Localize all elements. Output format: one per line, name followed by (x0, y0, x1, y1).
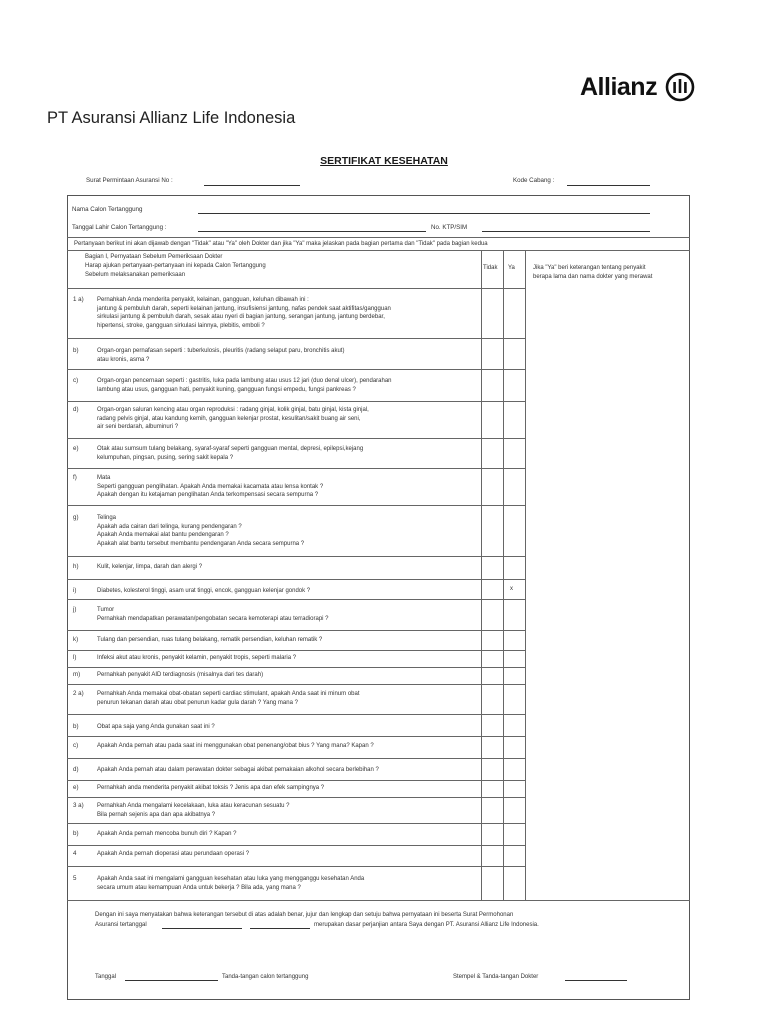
branch-label: Kode Cabang : (513, 177, 555, 184)
answer-yes-cell[interactable] (504, 720, 525, 735)
row-divider (67, 468, 525, 469)
answer-yes-cell[interactable] (504, 827, 525, 844)
row-divider (67, 714, 525, 715)
allianz-eagle-circle-icon (665, 72, 695, 102)
question-number: i) (73, 587, 77, 594)
id-label: No. KTP/SIM (431, 224, 468, 231)
question-text: Obat apa saja yang Anda gunakan saat ini ? (97, 724, 215, 730)
question-text: Apakah Anda pernah atau dalam perawatan dokter sebagai akibat pemakaian alkohol secara berlebihan ? (97, 767, 379, 773)
answer-no-cell[interactable] (482, 687, 503, 713)
question-number: b) (73, 723, 79, 730)
question-text: Diabetes, kolesterol tinggi, asam urat tinggi, encok, gangguan kelenjar gondok ? (97, 588, 311, 594)
question-text: Tulang dan persendian, ruas tulang belakang, rematik persendian, keluhan rematik ? (97, 637, 323, 643)
answer-no-cell[interactable] (482, 739, 503, 757)
question-text: Pernahkah Anda memakai obat-obatan seperti cardiac stimulant, apakah Anda saat ini minum obat (97, 691, 360, 697)
answer-yes-cell[interactable] (504, 344, 525, 368)
answer-yes-cell[interactable] (504, 560, 525, 578)
row-divider (67, 505, 525, 506)
question-text: secara umum atau kemampuan Anda untuk bekerja ? Bila ada, yang mana ? (97, 884, 301, 891)
date-input[interactable] (125, 980, 218, 981)
question-text: Bila pernah sejenis apa dan apa akibatnya ? (97, 811, 216, 818)
answer-yes-cell[interactable] (504, 374, 525, 400)
answer-yes-cell[interactable] (504, 739, 525, 757)
answer-yes-cell[interactable] (504, 872, 525, 899)
question-number: d) (73, 766, 79, 773)
answer-yes-cell[interactable] (504, 687, 525, 713)
answer-yes-cell[interactable] (504, 781, 525, 796)
row-divider (67, 338, 525, 339)
answer-no-cell[interactable] (482, 827, 503, 844)
col-header-note: berapa lama dan nama dokter yang merawat (533, 274, 653, 280)
name-input[interactable] (198, 213, 650, 214)
answer-no-cell[interactable] (482, 847, 503, 865)
row-divider (67, 556, 525, 557)
answer-no-cell[interactable] (482, 651, 503, 666)
date-label: Tanggal (95, 974, 117, 980)
section-subtitle: Harap ajukan pertanyaan-pertanyaan ini kepada Calon Tertanggung (85, 263, 266, 269)
question-text: lambung atau usus, gangguan hati, penyakit kuning, gangguan fungsi empedu, fungsi pankreas ? (97, 386, 356, 393)
application-date-input[interactable] (250, 928, 310, 929)
answer-no-cell[interactable] (482, 442, 503, 467)
question-text: Organ-organ pernafasan seperti : tuberkulosis, pleuritis (radang selaput paru, bronchitis akut) (97, 348, 345, 354)
answer-no-cell[interactable] (482, 584, 503, 598)
answer-no-cell[interactable] (482, 511, 503, 555)
row-divider (67, 438, 525, 439)
answer-yes-cell[interactable] (504, 471, 525, 504)
question-text: Apakah Anda pernah mencoba bunuh diri ? Kapan ? (97, 831, 237, 837)
row-divider (67, 736, 525, 737)
question-number: f) (73, 474, 77, 481)
question-text: Apakah Anda saat ini mengalami gangguan kesehatan atau luka yang mengganggu kesehatan Anda (97, 876, 365, 882)
row-divider (67, 650, 525, 651)
row-divider (67, 797, 525, 798)
question-number: c) (73, 742, 79, 749)
question-text: Telinga (97, 515, 117, 521)
application-date-input[interactable] (162, 928, 242, 929)
divider (67, 288, 525, 289)
divider (67, 900, 690, 901)
row-divider (67, 866, 525, 867)
question-text: Organ-organ pencernaan seperti : gastritis, luka pada lambung atau usus 12 jari (duo denal ulcer), pendarahan (97, 378, 392, 384)
answer-no-cell[interactable] (482, 720, 503, 735)
question-text: jantung & pembuluh darah, seperti kelainan jantung, insufisiensi jantung, nafas pendek saat aktifitas/gangguan (97, 305, 391, 312)
row-divider (67, 758, 525, 759)
question-text: Pernahkah anda menderita penyakit akibat toksis ? Jenis apa dan efek sampingnya ? (97, 785, 325, 791)
row-divider (67, 630, 525, 631)
dob-label: Tanggal Lahir Calon Tertanggung : (72, 224, 167, 231)
dob-input[interactable] (198, 231, 426, 232)
yes-mark: x (510, 586, 513, 592)
answer-no-cell[interactable] (482, 872, 503, 899)
question-text: hipertensi, stroke, gangguan sirkulasi lainnya, plebitis, emboli ? (97, 323, 265, 330)
question-text: Organ-organ saluran kencing atau organ reproduksi : radang ginjal, kolik ginjal, batu ginjal, kista ginjal, (97, 407, 369, 413)
answer-no-cell[interactable] (482, 403, 503, 437)
company-name: PT Asuransi Allianz Life Indonesia (47, 109, 296, 127)
question-text: Mata (97, 475, 111, 481)
answer-yes-cell[interactable] (504, 668, 525, 683)
answer-no-cell[interactable] (482, 763, 503, 779)
answer-no-cell[interactable] (482, 633, 503, 649)
declaration-line2b: merupakan dasar perjanjian antara Saya dengan PT. Asuransi Allianz Life Indonesia. (314, 922, 539, 928)
document-title: SERTIFIKAT KESEHATAN (320, 155, 448, 167)
doctor-signature-label: Stempel & Tanda-tangan Dokter (453, 974, 539, 980)
question-text: Apakah dengan itu ketajaman penglihatan Anda terkompensasi secara sempurna ? (97, 492, 319, 499)
question-number: b) (73, 347, 79, 354)
question-text: Apakah ada cairan dari telinga, kurang pendengaran ? (97, 523, 242, 530)
question-text: sirkulasi jantung & pembuluh darah, sesak atau nyeri di bagian jantung, serangan jantung, jantung berdebar, (97, 314, 385, 321)
question-text: radang pelvis ginjal, atau kandung kemih, gangguan kelenjar prostat, kesulitan/sakit buang air seni, (97, 415, 361, 422)
row-divider (67, 369, 525, 370)
question-number: 2 a) (73, 690, 84, 697)
question-text: Pernahkah mendapatkan perawatan/pengobatan secara kemoterapi atau terradiorapi ? (97, 615, 329, 622)
logo-text: Allianz (580, 72, 658, 101)
answer-no-cell[interactable] (482, 344, 503, 368)
divider (67, 250, 690, 251)
question-text: Seperti gangguan penglihatan. Apakah Anda memakai kacamata atau lensa kontak ? (97, 483, 324, 490)
answer-yes-cell[interactable] (504, 847, 525, 865)
answer-yes-cell[interactable] (504, 442, 525, 467)
branch-input[interactable] (567, 185, 650, 186)
question-number: 1 a) (73, 296, 84, 303)
divider (67, 237, 690, 238)
question-text: kelumpuhan, pingsan, pusing, sering sakit kepala ? (97, 454, 234, 461)
answer-no-cell[interactable] (482, 560, 503, 578)
question-text: Otak atau sumsum tulang belakang, syaraf-syaraf seperti gangguan mental, depresi, epilepsi,kejang (97, 446, 364, 452)
answer-no-cell[interactable] (482, 781, 503, 796)
question-text: air seni berdarah, albuminuri ? (97, 424, 179, 431)
answer-yes-cell[interactable] (504, 403, 525, 437)
row-divider (67, 667, 525, 668)
spaj-label: Surat Permintaan Asuransi No : (86, 177, 173, 184)
row-divider (67, 579, 525, 580)
question-text: Kulit, kelenjar, limpa, darah dan alergi ? (97, 564, 203, 570)
question-number: g) (73, 514, 79, 521)
question-number: m) (73, 671, 81, 678)
section-title: Bagian I, Pernyataan Sebelum Pemeriksaan Dokter (85, 254, 223, 260)
question-number: d) (73, 406, 79, 413)
question-text: Pernahkah penyakit AID terdiagnosis (misalnya dari tes darah) (97, 672, 264, 678)
section-subtitle: Sebelum melaksanakan pemeriksaan (85, 272, 186, 278)
col-header-yes: Ya (508, 265, 515, 271)
col-header-no: Tidak (483, 265, 498, 271)
question-number: k) (73, 636, 79, 643)
question-text: Apakah Anda memakai alat bantu pendengaran ? (97, 532, 229, 539)
question-text: Apakah alat bantu tersebut membantu pendengaran Anda secara sempurna ? (97, 541, 305, 548)
allianz-logo (580, 72, 695, 102)
answer-yes-cell[interactable] (504, 799, 525, 822)
question-text: Pernahkah Anda mengalami kecelakaan, luka atau keracunan sesuatu ? (97, 803, 290, 809)
answer-yes-cell[interactable] (504, 293, 525, 337)
question-number: 5 (73, 875, 77, 882)
row-divider (67, 684, 525, 685)
question-number: e) (73, 445, 79, 452)
answer-no-cell[interactable] (482, 603, 503, 629)
question-text: Pernahkah Anda menderita penyakit, kelainan, gangguan, keluhan dibawah ini : (97, 297, 309, 303)
declaration-line2a: Asuransi tertanggal (95, 922, 147, 928)
answer-no-cell[interactable] (482, 374, 503, 400)
question-number: 3 a) (73, 802, 84, 809)
question-number: e) (73, 784, 79, 791)
answer-no-cell[interactable] (482, 668, 503, 683)
spaj-input[interactable] (204, 185, 300, 186)
answer-yes-cell[interactable] (504, 633, 525, 649)
answer-yes-cell[interactable] (504, 603, 525, 629)
answer-yes-cell[interactable] (504, 651, 525, 666)
col-divider (525, 250, 526, 900)
question-text: penurun tekanan darah atau obat penurun kadar gula darah ? Yang mana ? (97, 699, 298, 706)
instruction-text: Pertanyaan berikut ini akan dijawab dengan "Tidak" atau "Ya" oleh Dokter dan jika "Ya" maka jelaskan pada bagian pertama dan "Tidak" pada bagian kedua (74, 241, 488, 247)
question-text: atau kronis, asma ? (97, 356, 150, 363)
question-text: Tumor (97, 607, 115, 613)
question-text: Infeksi akut atau kronis, penyakit kelamin, penyakit tropis, seperti malaria ? (97, 655, 297, 661)
question-number: j) (73, 606, 77, 613)
answer-no-cell[interactable] (482, 799, 503, 822)
answer-no-cell[interactable] (482, 471, 503, 504)
row-divider (67, 845, 525, 846)
question-number: l) (73, 654, 77, 661)
question-number: c) (73, 377, 79, 384)
col-header-note: Jika "Ya" beri keterangan tentang penyakit (533, 265, 646, 271)
id-input[interactable] (482, 231, 650, 232)
question-number: 4 (73, 850, 77, 857)
answer-no-cell[interactable] (482, 293, 503, 337)
name-label: Nama Calon Tertanggung (72, 206, 143, 213)
answer-yes-cell[interactable] (504, 584, 525, 598)
row-divider (67, 823, 525, 824)
question-text: Apakah Anda pernah dioperasi atau perundaan operasi ? (97, 851, 250, 857)
answer-yes-cell[interactable] (504, 511, 525, 555)
question-text: Apakah Anda pernah atau pada saat ini menggunakan obat penenang/obat bius ? Yang mana? Kapan ? (97, 743, 374, 749)
applicant-signature-label: Tanda-tangan calon tertanggung (222, 974, 309, 980)
row-divider (67, 780, 525, 781)
answer-yes-cell[interactable] (504, 763, 525, 779)
declaration-line1: Dengan ini saya menyatakan bahwa keterangan tersebut di atas adalah benar, jujur dan lengkap dan setuju bahwa pernyataan ini beserta Surat Permohonan (95, 912, 514, 918)
question-number: h) (73, 563, 79, 570)
doctor-signature-input[interactable] (565, 980, 627, 981)
question-number: b) (73, 830, 79, 837)
row-divider (67, 401, 525, 402)
row-divider (67, 599, 525, 600)
